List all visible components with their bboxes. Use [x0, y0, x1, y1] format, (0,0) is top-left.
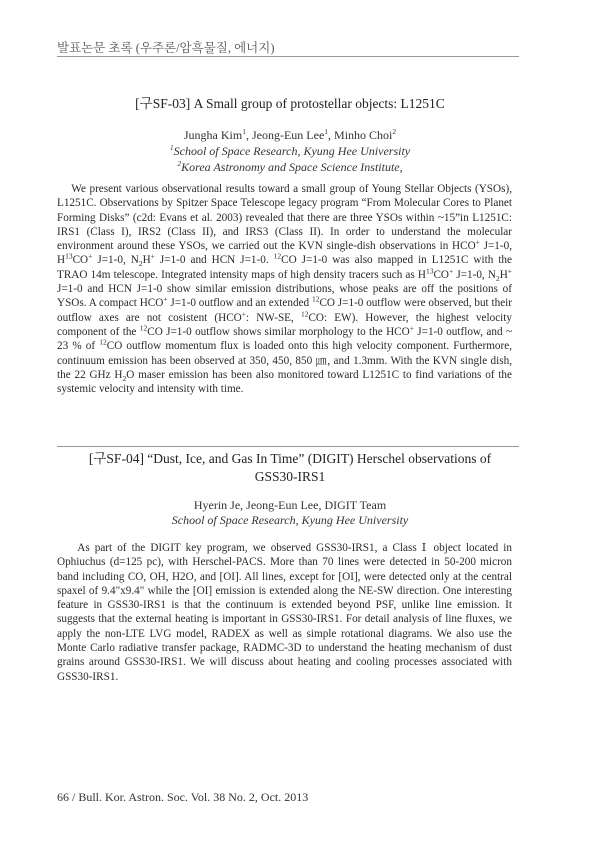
page-footer: 66 / Bull. Kor. Astron. Soc. Vol. 38 No. 2, Oct. 2013 [57, 790, 309, 804]
paper2-title: [구SF-04] “Dust, Ice, and Gas In Time” (DIGIT) Herschel observations of GSS30-IRS1 [88, 451, 492, 484]
paper1-affiliation-2: $^2$Korea Astronomy and Space Science Institute, [177, 159, 403, 174]
paper1-title: [구SF-03] A Small group of protostellar objects: L1251C [135, 96, 445, 111]
paper2-abstract: As part of the DIGIT key program, we observed GSS30-IRS1, a Class Ⅰ object located in Ophiuchus (d=125 pc), with Herschel-PACS. More than 70 lines were detected in 50-200 micron band including CO, OH, H2O, and [OI]. All lines, except for [OI], were detected only at the central spaxel of 9.4"x9.4" while the [OI] emission is extended along the NE-SW direction. One interesting feature in GSS30-IRS1 is that the continuum is extended beyond PSF, unlike line emission. It suggests that the external heating is important in GSS30-IRS1. For detail analysis of line fluxes, we apply the non-LTE LVG model, RADEX as well as simple rotational diagrams. We also use the Monte Carlo radiative transfer package, RADMC-3D to understand the heating mechanism of dust grains around GSS30-IRS1. We will discuss about heating and cooling processes associated with GSS30-IRS1. [57, 542, 515, 683]
running-head: 발표논문 초록 (우주론/암흑물질, 에너지) [57, 41, 275, 55]
paper1-affiliation-1: $^1$School of Space Research, Kyung Hee University [169, 143, 411, 158]
paper1-authors: Jungha Kim$^1$, Jeong-Eun Lee$^1$, Minho Choi$^2$ [183, 127, 397, 142]
paper1-abstract: We present various observational results toward a small group of Young Stellar Objects (YSOs), L1251C. Observations by Spitzer Space Telescope legacy program “From Molecular Cores to Planet Forming Disks” (c2d: Evans et al. 2003) revealed that there are three YSOs within ~15”in L1251C: IRS1 (Class I), IRS2 (Class II), and IRS3 (Class II). In order to understand the molecular environment around these YSOs, we carried out the KVN single-dish observations in HCO+ J=1-0, $H^{13}CO^+$ J=1-0, $N_2H^+$ J=1-0 and HCN J=1-0. $^{12}$CO J=1-0 was also mapped in L1251C with the TRAO 14m telescope. Integrated intensity maps of high density tracers such as $H^{13}CO^+$ J=1-0, $N_2H^+$ J=1-0 and HCN J=1-0 show similar emission distributions, whose peaks are off the positions of YSOs. A compact HCO+ J=1-0 outflow and an extended $^{12}$CO J=1-0 outflow were observed, but their outflow axes are not cosistent (HCO+: NW-SE, $^{12}$CO: EW). However, the highest velocity component of the $^{12}$CO J=1-0 outflow shows similar morphology to the HCO+ J=1-0 outflow, and ~ 23 % of $^{12}$CO outflow momentum flux is loaded onto this high velocity component. Furthermore, continuum emission has been observed at 350, 450, 850 ㎛, and 1.3mm. With the KVN single dish, the 22 GHz $H_2O$ maser emission has been also monitored toward L1251C to find variations of the systemic velocity and intensity with time. [57, 183, 513, 396]
paper2-affiliation: School of Space Research, Kyung Hee University [171, 513, 409, 527]
paper2-authors: Hyerin Je, Jeong-Eun Lee, DIGIT Team [193, 498, 387, 512]
section-divider [57, 446, 519, 447]
header-rule [57, 56, 519, 57]
